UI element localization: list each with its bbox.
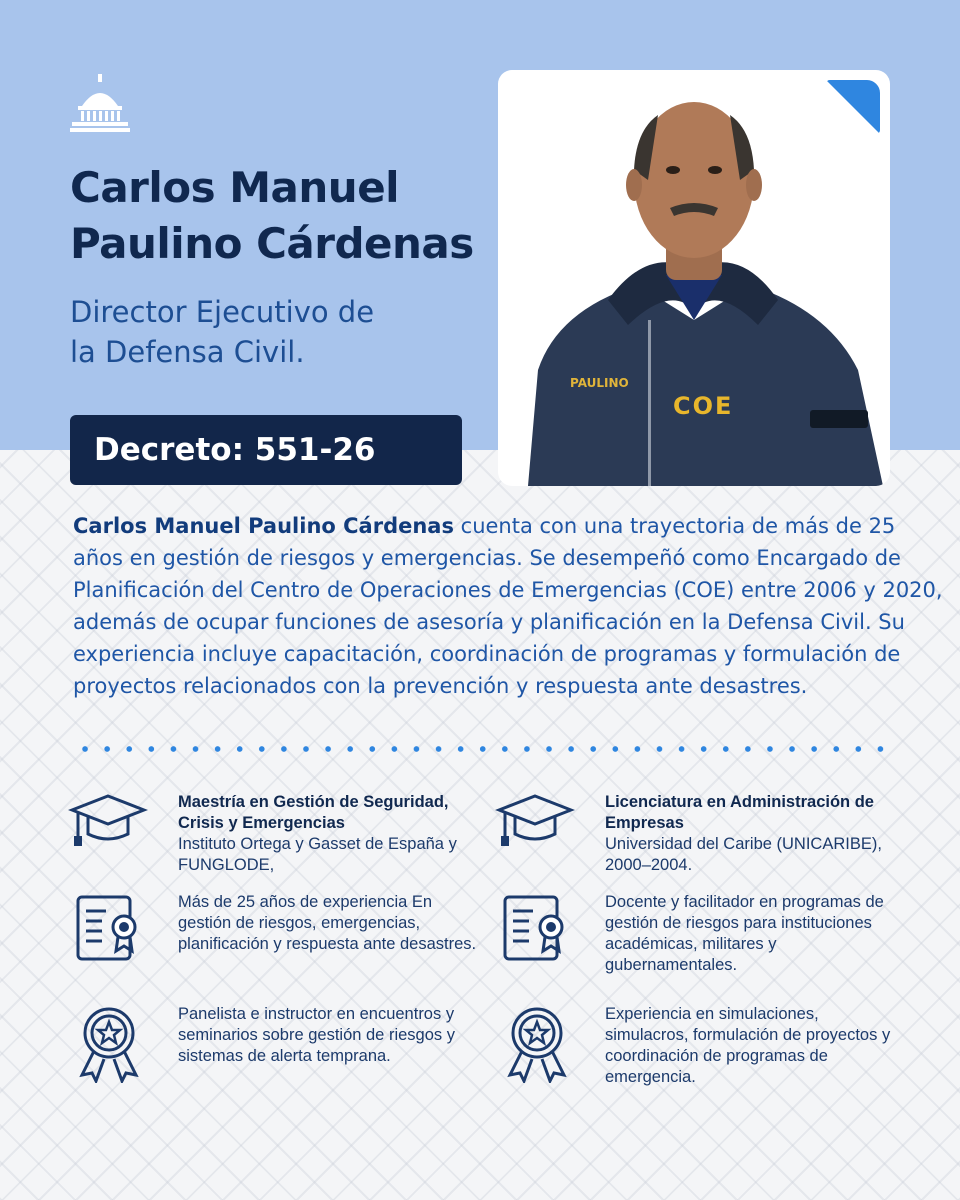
experience-item-desc: Docente y facilitador en programas de gestión de riesgos para instituciones académicas, militares y gubernamentales. — [605, 893, 884, 974]
education-item-title: Maestría en Gestión de Seguridad, Crisis y Emergencias — [178, 793, 449, 832]
bio-paragraph — [73, 510, 943, 702]
person-role — [70, 292, 470, 372]
education-item-title: Licenciatura en Administración de Empresas — [605, 793, 874, 832]
decree-badge: Decreto: 551-26 — [70, 415, 462, 485]
person-name-line2: Paulino Cárdenas — [70, 219, 474, 268]
education-item-desc: Universidad del Caribe (UNICARIBE), 2000–2004. — [605, 835, 882, 874]
government-dome-logo-icon — [68, 72, 132, 134]
jacket-coe-tag: COE — [673, 392, 734, 420]
award-ribbon-icon — [76, 1005, 142, 1083]
award-ribbon-icon — [504, 1005, 570, 1083]
person-name-line1: Carlos Manuel — [70, 163, 400, 212]
portrait-illustration — [498, 70, 890, 486]
person-name — [70, 160, 490, 272]
experience-item-desc: Panelista e instructor en encuentros y seminarios sobre gestión de riesgos y sistemas de alerta temprana. — [178, 1005, 455, 1065]
experience-item-desc: Más de 25 años de experiencia En gestión de riesgos, emergencias, planificación y respuesta ante desastres. — [178, 893, 477, 953]
bio-text: cuenta con una trayectoria de más de 25 años en gestión de riesgos y emergencias. Se desempeñó como Encargado de Planificación del Centro de Operaciones de Emergencias (COE) entre 2006 y 2020, además de ocupar funciones de asesoría y planificación en la Defensa Civil. Su experiencia incluye capacitación, coordinación de programas y formulación de proyectos relacionados con la prevención y respuesta ante desastres. — [73, 514, 943, 698]
education-item-desc: Instituto Ortega y Gasset de España y FUNGLODE, — [178, 835, 457, 874]
jacket-name-tag: PAULINO — [570, 376, 629, 390]
experience-item-desc: Experiencia en simulaciones, simulacros, formulación de proyectos y coordinación de programas de emergencia. — [605, 1005, 891, 1086]
certificate-icon — [499, 893, 571, 965]
education-item-bachelor — [605, 792, 905, 876]
bio-name: Carlos Manuel Paulino Cárdenas — [73, 514, 454, 538]
education-item-masters — [178, 792, 478, 876]
graduation-cap-icon — [68, 792, 148, 852]
person-role-line1: Director Ejecutivo de — [70, 295, 375, 329]
experience-item-panelist — [178, 1004, 478, 1067]
certificate-icon — [72, 893, 144, 965]
experience-item-simulations — [605, 1004, 905, 1088]
experience-item-risk-management — [178, 892, 478, 955]
graduation-cap-icon — [495, 792, 575, 852]
experience-item-teaching — [605, 892, 905, 976]
portrait-photo — [498, 70, 890, 486]
person-role-line2: la Defensa Civil. — [70, 335, 305, 369]
dotted-divider — [74, 745, 892, 753]
